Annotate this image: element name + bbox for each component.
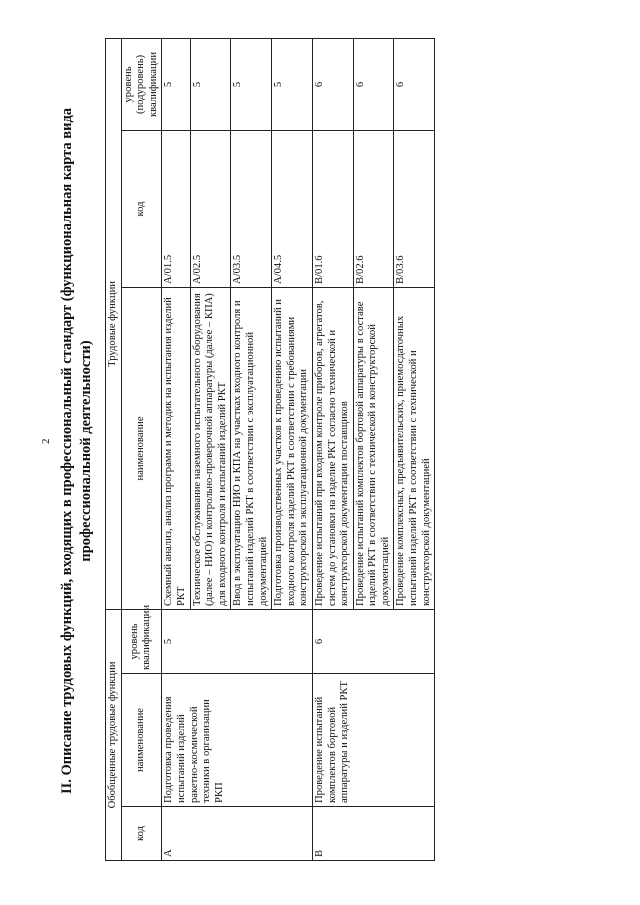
header-generalized: Обобщенные трудовые функции [106,609,122,860]
function-name: Подготовка производственных участков к проведению испытаний и входного контроля изделий РКТ в соответствии с требованиями конструкторской и эксплуатационной документации [272,287,313,609]
function-code: А/03.5 [231,130,272,287]
function-name: Схемный анализ, анализ программ и методик на испытания изделий РКТ [162,287,190,609]
function-name: Техническое обслуживание наземного испытательного оборудования (далее – НИО) и контрольно-проверочной аппаратуры (далее – КПА) для входного контроля и испытаний изделий РКТ [190,287,231,609]
function-level: 5 [231,38,272,130]
header-level: уровень квалификации [121,609,162,673]
function-code: В/03.6 [394,130,435,287]
section-title [58,26,96,876]
header-function-name: наименование [121,287,162,609]
function-code: А/02.5 [190,130,231,287]
header-labor-functions: Трудовые функции [106,38,122,609]
function-code: А/04.5 [272,130,313,287]
title-line-2: профессиональной деятельности) [78,340,94,562]
group-level: 6 [312,609,434,673]
header-row-1 [106,38,122,860]
table-row [162,38,190,860]
page-number: 2 [40,438,52,444]
header-function-code: код [121,130,162,287]
function-code: А/01.5 [162,130,190,287]
function-level: 6 [394,38,435,130]
title-line-1: II. Описание трудовых функций, входящих в профессиональный стандарт (функциональная карта вида [59,107,75,795]
function-level: 5 [162,38,190,130]
function-level: 5 [190,38,231,130]
header-function-level: уровень (подуровень) квалификации [121,38,162,130]
rotated-page-content [58,26,538,876]
function-name: Ввод в эксплуатацию НИО и КПА на участках входного контроля и испытаний изделий РКТ в соответствии с эксплуатационной документацией [231,287,272,609]
group-level: 5 [162,609,313,673]
function-level: 5 [272,38,313,130]
group-name: Подготовка проведения испытаний изделий ракетно-космической техники в организации РКП [162,674,313,807]
function-code: В/02.6 [353,130,394,287]
group-name: Проведение испытаний комплектов бортовой аппаратуры и изделий РКТ [312,674,434,807]
functional-map-table [105,38,435,861]
group-code: В [312,807,434,861]
function-code: В/01.6 [312,130,353,287]
header-row-2 [121,38,162,860]
header-name: наименование [121,674,162,807]
function-level: 6 [312,38,353,130]
header-code: код [121,807,162,861]
group-code: А [162,807,313,861]
table-row [312,38,353,860]
function-name: Проведение комплексных, предъявительских, приемосдаточных испытаний изделий РКТ в соответствии с технической и конструкторской документацией [394,287,435,609]
function-level: 6 [353,38,394,130]
function-name: Проведение испытаний комплектов бортовой аппаратуры в составе изделий РКТ в соответствии с технической и конструкторской документацией [353,287,394,609]
function-name: Проведение испытаний при входном контроле приборов, агрегатов, систем до установки на изделие РКТ согласно технической и конструкторской документации поставщиков [312,287,353,609]
